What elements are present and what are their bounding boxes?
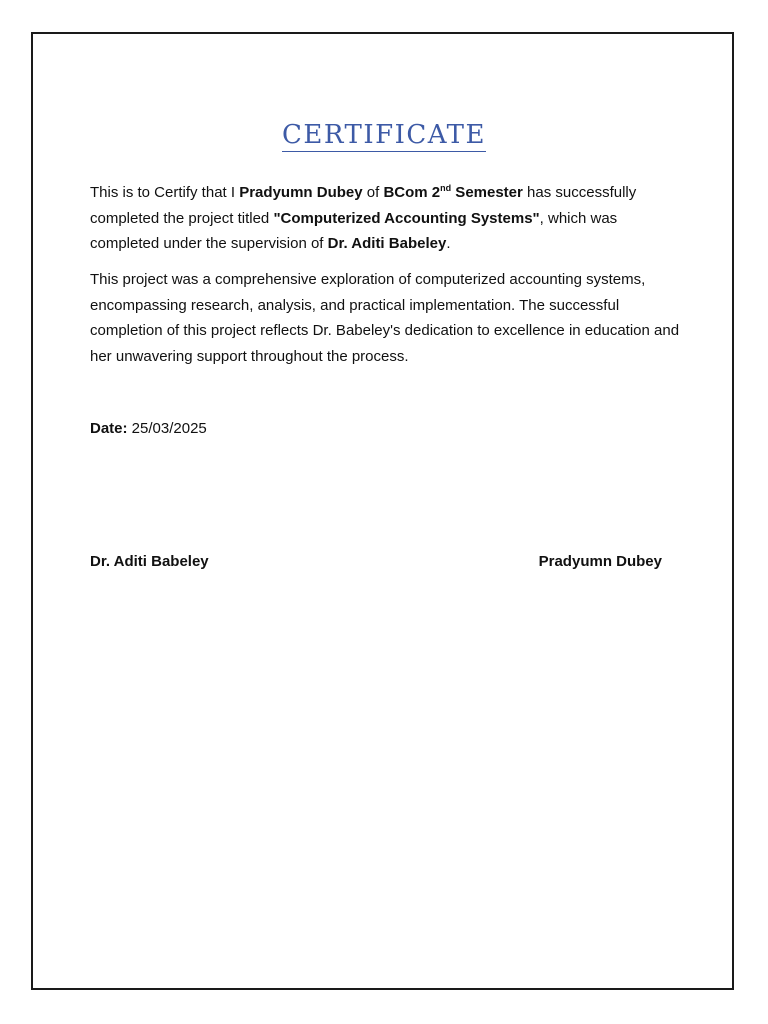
semester-word: Semester [451, 184, 523, 201]
para1-text-1: This is to Certify that I [90, 184, 240, 201]
date-label: Date: [90, 420, 128, 437]
course-text: BCom 2 [383, 184, 441, 201]
para1-text-3: has successfully completed the project titled [90, 184, 637, 227]
certificate-title [0, 118, 768, 152]
date-value: 25/03/2025 [127, 420, 207, 437]
date-line [90, 418, 207, 440]
project-title: "Computerized Accounting Systems" [273, 209, 540, 227]
student-name: Pradyumn Dubey [239, 184, 363, 201]
signature-supervisor: Dr. Aditi Babeley [90, 553, 209, 570]
para1-text-5: . [446, 235, 451, 252]
certification-paragraph [90, 180, 680, 257]
supervisor-name: Dr. Aditi Babeley [327, 235, 447, 252]
ordinal-superscript: nd [440, 183, 452, 193]
signature-student: Pradyumn Dubey [538, 553, 662, 570]
para1-text-2: of [362, 184, 384, 201]
certificate-title-text: CERTIFICATE [282, 120, 486, 151]
course-name [383, 184, 522, 201]
page-border [31, 32, 734, 990]
project-description-paragraph: This project was a comprehensive exploration of computerized accounting systems, encompassing research, analysis, and practical implementation. The successful completion of this project reflects Dr. Babeley's dedication to excellence in education and her unwavering support throughout the process. [90, 271, 680, 365]
para1-text-4: , which was completed under the supervision of [90, 209, 618, 252]
